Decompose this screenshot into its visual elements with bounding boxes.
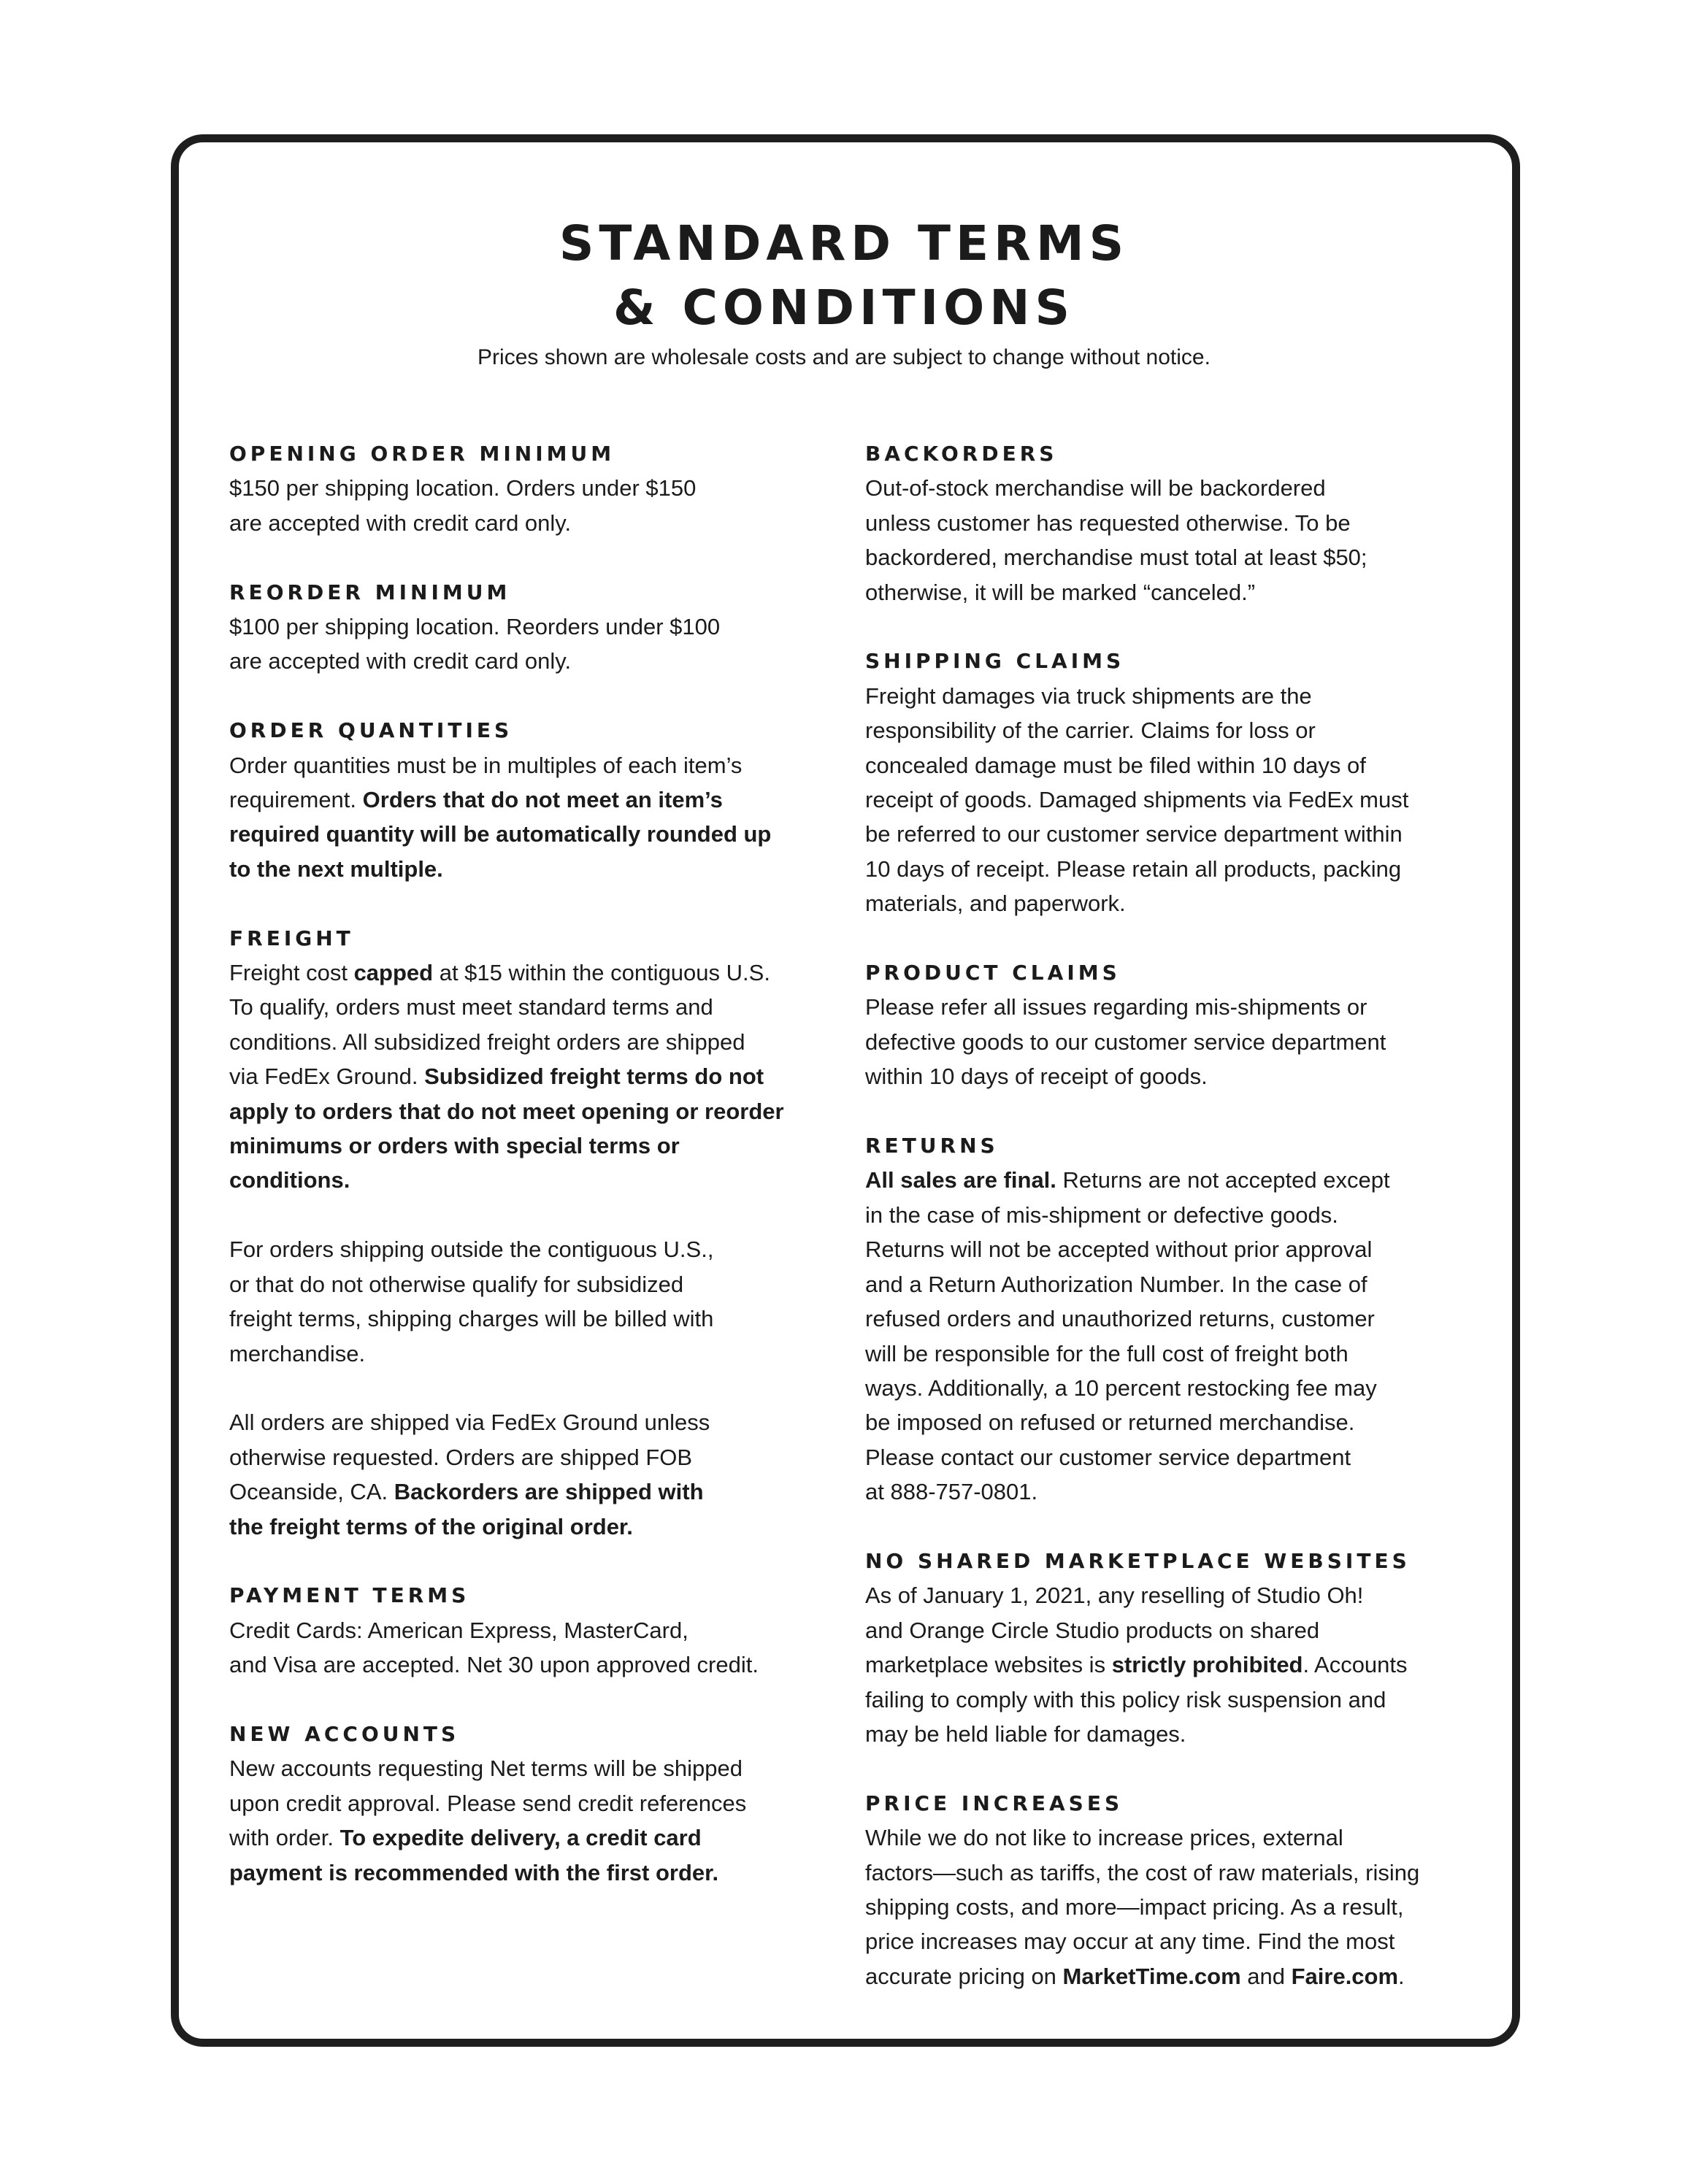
body-line: will be responsible for the full cost of freight both: [865, 1340, 1349, 1366]
body-line: receipt of goods. Damaged shipments via FedEx must: [865, 787, 1409, 813]
section-body: [865, 1163, 1478, 1509]
section-body: [865, 1578, 1478, 1751]
body-line: shipping costs, and more—impact pricing. As a result,: [865, 1893, 1404, 1920]
body-line: Order quantities must be in multiples of each item’s: [229, 752, 743, 778]
section-heading: PRICE INCREASES: [865, 1791, 1124, 1815]
body-line: within 10 days of receipt of goods.: [865, 1064, 1208, 1090]
body-line: conditions. All subsidized freight orders are shipped: [229, 1028, 745, 1055]
section-body: [229, 1613, 843, 1683]
section-heading: BACKORDERS: [865, 442, 1058, 466]
section-body: [229, 1232, 843, 1371]
left-column: [229, 437, 843, 1924]
section-body: [229, 1751, 843, 1890]
section-heading: REORDER MINIMUM: [229, 580, 511, 604]
body-line: requirement.: [229, 787, 363, 813]
body-line: accurate pricing on: [865, 1963, 1063, 1989]
body-line: Freight cost: [229, 960, 354, 986]
body-line: unless customer has requested otherwise. To be: [865, 510, 1351, 536]
body-line: factors—such as tariffs, the cost of raw materials, rising: [865, 1859, 1420, 1885]
body-emphasis: Subsidized freight terms do not: [424, 1064, 764, 1090]
section-freight: [229, 921, 843, 1544]
body-emphasis: strictly prohibited: [1111, 1652, 1303, 1678]
section-heading: OPENING ORDER MINIMUM: [229, 442, 615, 466]
section-heading: PRODUCT CLAIMS: [865, 961, 1121, 985]
body-line: Returns are not accepted except: [1056, 1167, 1390, 1193]
section-heading: PAYMENT TERMS: [229, 1583, 470, 1608]
body-line: refused orders and unauthorized returns, customer: [865, 1306, 1375, 1332]
body-line: While we do not like to increase prices, external: [865, 1825, 1343, 1851]
section-heading: NO SHARED MARKETPLACE WEBSITES: [865, 1548, 1411, 1573]
body-line: at $15 within the contiguous U.S.: [433, 960, 770, 986]
section-body: [865, 990, 1478, 1093]
body-line: concealed damage must be filed within 10 days of: [865, 752, 1366, 778]
section-no-shared-marketplace: [865, 1544, 1478, 1751]
page-subtitle: Prices shown are wholesale costs and are subject to change without notice.: [477, 345, 1211, 369]
body-line: and: [1240, 1963, 1292, 1989]
body-line: or that do not otherwise qualify for subsidized: [229, 1271, 684, 1297]
body-line: responsibility of the carrier. Claims for loss or: [865, 718, 1316, 744]
section-new-accounts: [229, 1717, 843, 1890]
body-emphasis: capped: [353, 960, 434, 986]
section-body: [229, 610, 843, 679]
section-product-claims: [865, 956, 1478, 1094]
body-line: materials, and paperwork.: [865, 891, 1126, 917]
body-line: otherwise, it will be marked “canceled.”: [865, 579, 1256, 605]
section-price-increases: [865, 1786, 1478, 1993]
body-line: failing to comply with this policy risk suspension and: [865, 1686, 1386, 1712]
section-body: [865, 471, 1478, 610]
body-line: All orders are shipped via FedEx Ground unless: [229, 1410, 710, 1436]
body-line: . Accounts: [1303, 1652, 1408, 1678]
body-line: Please refer all issues regarding mis-shipments or: [865, 994, 1367, 1020]
faire-link-text: Faire.com: [1291, 1963, 1399, 1989]
section-body: [865, 1820, 1478, 1993]
body-line: be imposed on refused or returned merchandise.: [865, 1410, 1355, 1436]
body-emphasis: Backorders are shipped with: [394, 1479, 704, 1505]
body-line: 10 days of receipt. Please retain all products, packing: [865, 855, 1402, 882]
body-emphasis: required quantity will be automatically rounded up: [229, 821, 772, 847]
section-payment-terms: [229, 1578, 843, 1682]
section-order-quantities: [229, 713, 843, 886]
body-line: For orders shipping outside the contiguous U.S.,: [229, 1237, 714, 1263]
section-opening-order-minimum: [229, 437, 843, 540]
body-emphasis: Orders that do not meet an item’s: [362, 787, 723, 813]
body-line: Oceanside, CA.: [229, 1479, 394, 1505]
body-line: otherwise requested. Orders are shipped FOB: [229, 1444, 693, 1470]
body-line: merchandise.: [229, 1340, 366, 1366]
section-heading: NEW ACCOUNTS: [229, 1721, 460, 1746]
body-line: with order.: [229, 1825, 340, 1851]
body-line: price increases may occur at any time. Find the most: [865, 1929, 1395, 1955]
body-line: ways. Additionally, a 10 percent restocking fee may: [865, 1374, 1377, 1401]
body-line: New accounts requesting Net terms will be shipped: [229, 1756, 743, 1782]
section-heading: ORDER QUANTITIES: [229, 718, 513, 743]
body-line: via FedEx Ground.: [229, 1064, 425, 1090]
body-line: and a Return Authorization Number. In the case of: [865, 1271, 1367, 1297]
body-line: are accepted with credit card only.: [229, 510, 572, 536]
section-reorder-minimum: [229, 575, 843, 679]
body-emphasis: to the next multiple.: [229, 855, 443, 882]
section-body: [865, 679, 1478, 921]
section-body: [229, 1405, 843, 1544]
body-line: and Orange Circle Studio products on shared: [865, 1617, 1320, 1643]
body-line: .: [1398, 1963, 1405, 1989]
section-body: [229, 471, 843, 540]
body-line: and Visa are accepted. Net 30 upon approved credit.: [229, 1652, 759, 1678]
section-heading: SHIPPING CLAIMS: [865, 649, 1125, 674]
body-line: at 888-757-0801.: [865, 1479, 1038, 1505]
body-line: backordered, merchandise must total at least $50;: [865, 545, 1367, 571]
body-emphasis: minimums or orders with special terms or: [229, 1133, 680, 1159]
body-line: As of January 1, 2021, any reselling of Studio Oh!: [865, 1583, 1364, 1609]
body-line: upon credit approval. Please send credit references: [229, 1790, 747, 1816]
body-line: Credit Cards: American Express, MasterCard,: [229, 1617, 688, 1643]
body-line: Freight damages via truck shipments are the: [865, 682, 1312, 709]
right-column: [865, 437, 1478, 2029]
section-body: [229, 956, 843, 1198]
page-title: [0, 212, 1688, 340]
body-line: may be held liable for damages.: [865, 1720, 1186, 1747]
body-emphasis: payment is recommended with the first order.: [229, 1859, 719, 1885]
body-line: freight terms, shipping charges will be billed with: [229, 1306, 714, 1332]
title-line-1: STANDARD TERMS: [559, 215, 1129, 272]
body-emphasis: All sales are final.: [865, 1167, 1056, 1193]
section-shipping-claims: [865, 644, 1478, 920]
body-line: $100 per shipping location. Reorders under $100: [229, 614, 721, 640]
body-line: are accepted with credit card only.: [229, 648, 572, 674]
body-line: marketplace websites is: [865, 1652, 1112, 1678]
body-line: Returns will not be accepted without prior approval: [865, 1237, 1373, 1263]
section-heading: RETURNS: [865, 1134, 999, 1158]
markettime-link-text: MarketTime.com: [1062, 1963, 1241, 1989]
body-line: be referred to our customer service department within: [865, 821, 1403, 847]
body-emphasis: conditions.: [229, 1167, 350, 1193]
section-backorders: [865, 437, 1478, 610]
body-line: in the case of mis-shipment or defective goods.: [865, 1201, 1338, 1228]
body-line: Please contact our customer service department: [865, 1444, 1351, 1470]
body-emphasis: To expedite delivery, a credit card: [339, 1825, 702, 1851]
title-line-2: & CONDITIONS: [613, 280, 1075, 336]
section-heading: FREIGHT: [229, 926, 354, 950]
body-emphasis: apply to orders that do not meet opening or reorder: [229, 1098, 784, 1124]
body-line: $150 per shipping location. Orders under $150: [229, 475, 697, 501]
section-body: [229, 748, 843, 887]
body-line: To qualify, orders must meet standard terms and: [229, 994, 713, 1020]
body-line: defective goods to our customer service department: [865, 1028, 1386, 1055]
section-returns: [865, 1128, 1478, 1509]
body-emphasis: the freight terms of the original order.: [229, 1513, 633, 1539]
body-line: Out-of-stock merchandise will be backordered: [865, 475, 1326, 501]
